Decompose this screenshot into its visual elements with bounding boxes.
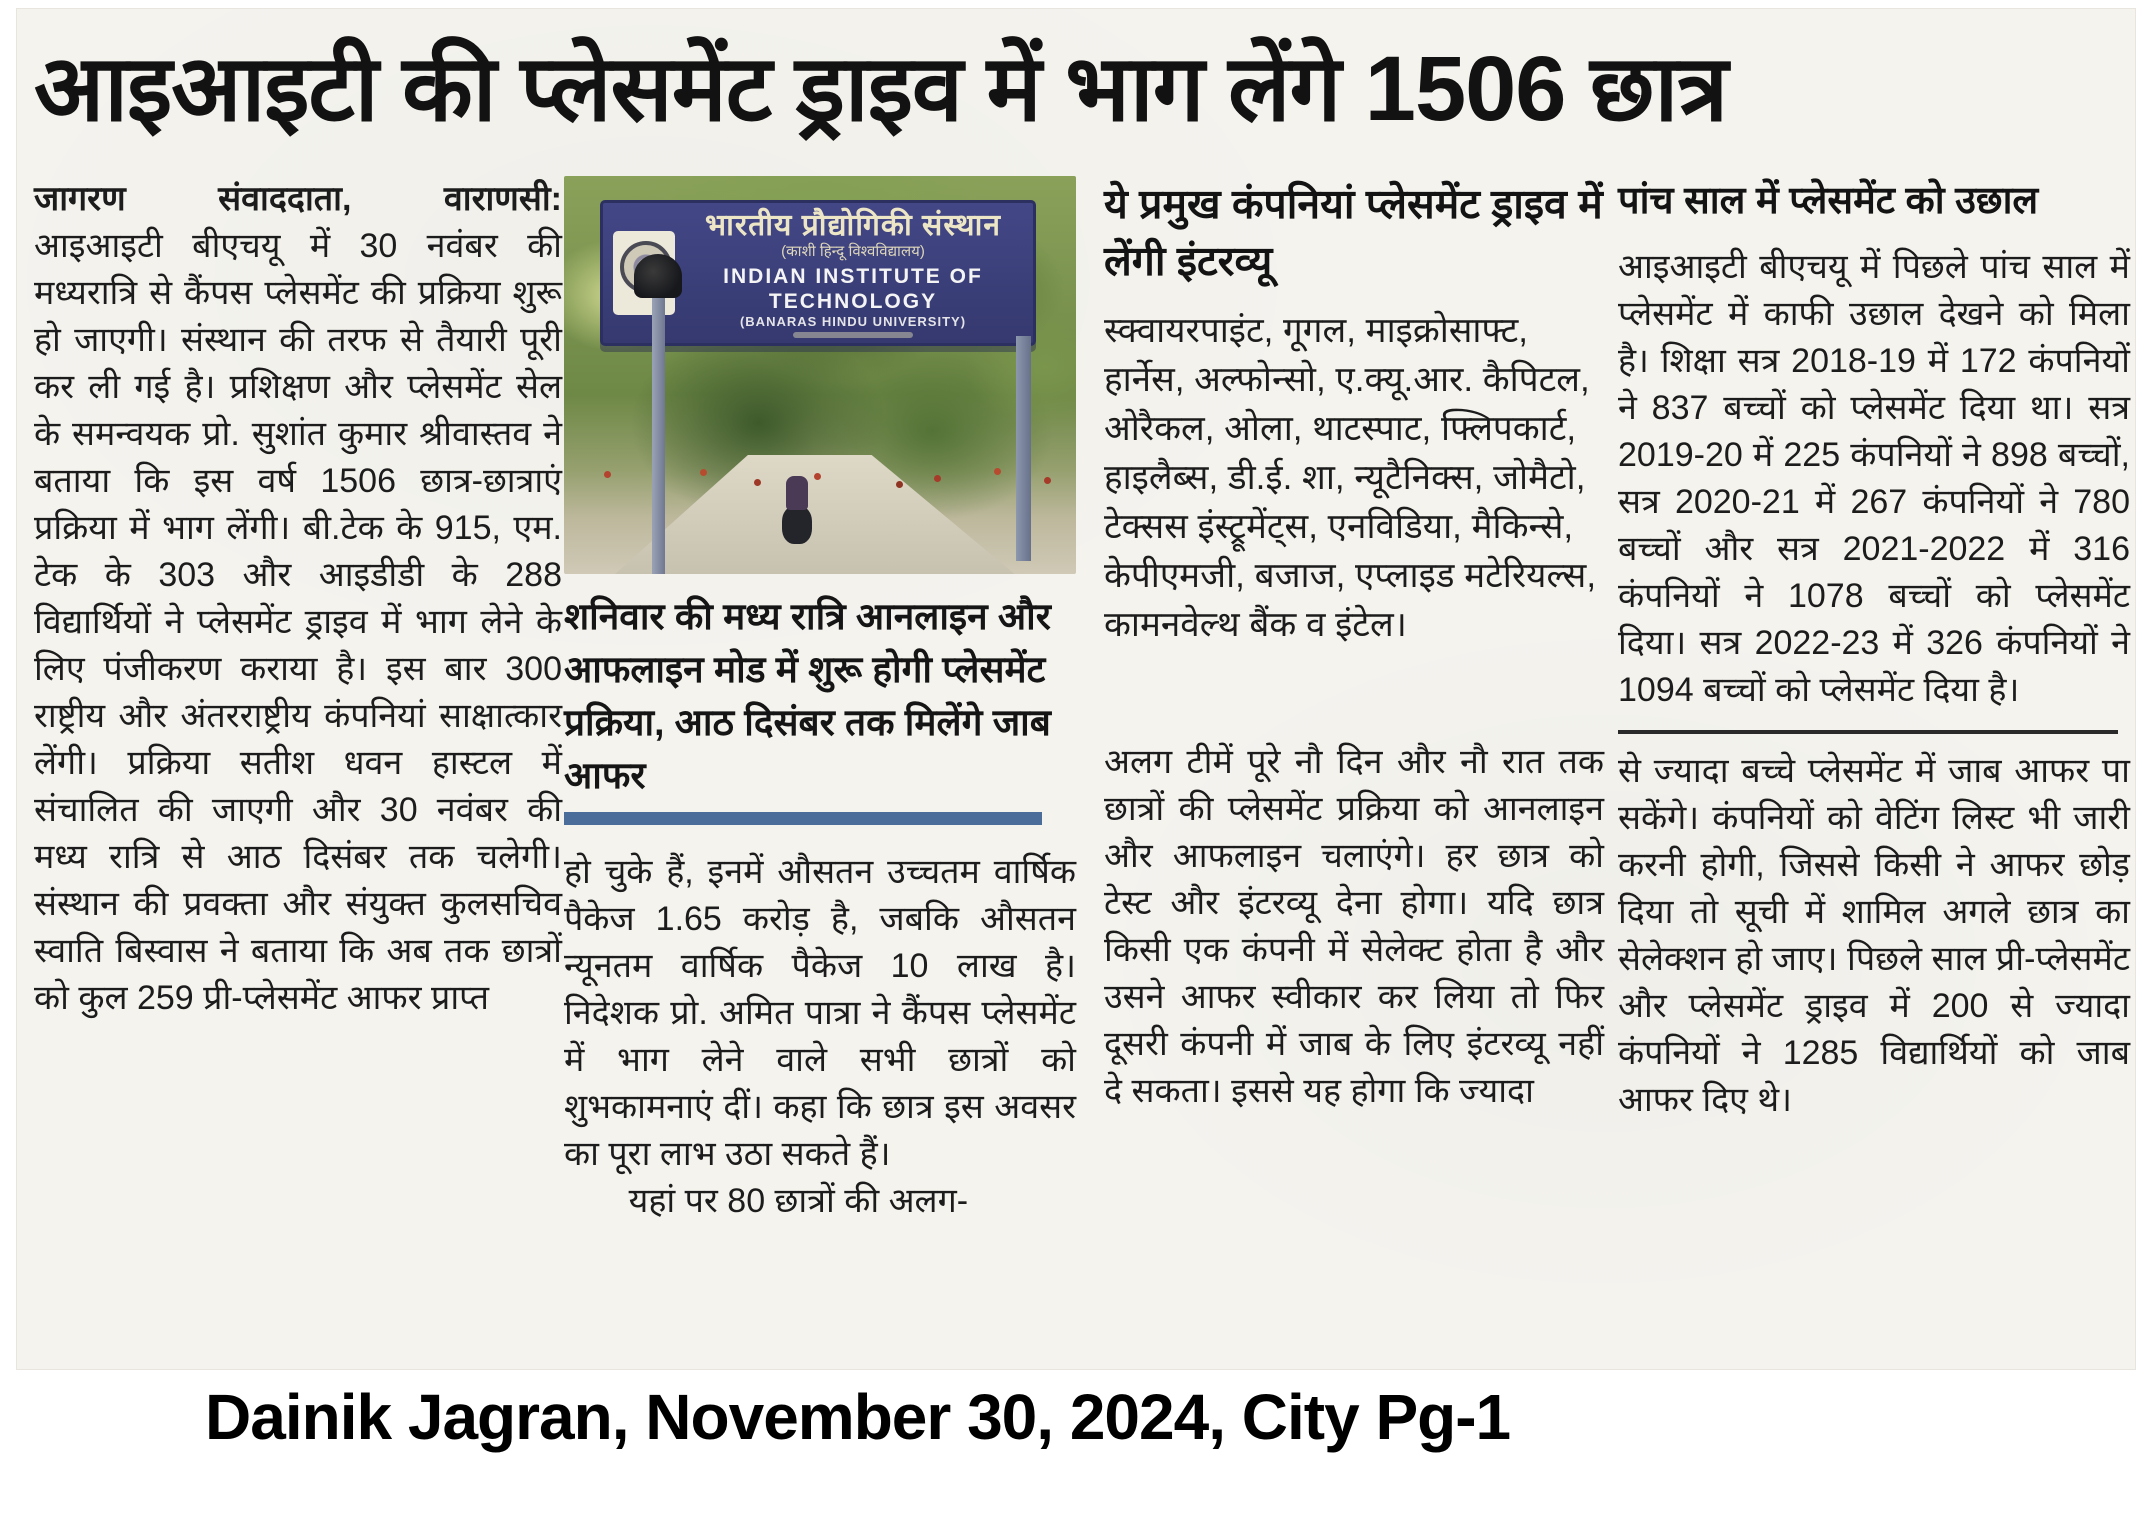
column-2: [564, 176, 1076, 1225]
companies-list: स्क्वायरपाइंट, गूगल, माइक्रोसाफ्ट, हार्नेस, अल्फोन्सो, ए.क्यू.आर. कैपिटल, ओरैकल, ओला, थाटस्पाट, फ्लिपकार्ट, हाइलैब्स, डी.ई. शा, न्यूटैनिक्स, जोमैटो, टेक्सस इंस्ट्रूमेंट्स, एनविडिया, मैकिन्से, केपीएमजी, बजाज, एप्लाइड मटेरियल्स, कामनवेल्थ बैंक व इंटेल।: [1104, 311, 1597, 644]
campus-road: [564, 455, 1076, 574]
publication-note: Dainik Jagran, November 30, 2024, City Pg-1: [205, 1381, 1511, 1453]
col3-body: अलग टीमें पूरे नौ दिन और नौ रात तक छात्रों की प्लेसमेंट प्रक्रिया को आनलाइन और आफलाइन चलाएंगे। हर छात्र को टेस्ट और इंटरव्यू देना होगा। यदि छात्र किसी एक कंपनी में सेलेक्ट होता है और उसने आफर स्वीकार कर लिया तो फिर दूसरी कंपनी में जाब के लिए इंटरव्यू नहीं दे सकता। इससे यह होगा कि ज्यादा: [1104, 743, 1604, 1110]
column-4: [1618, 176, 2130, 1124]
dateline: जागरण संवाददाता, वाराणसी:: [34, 180, 562, 218]
sign-address-smudge: [793, 332, 913, 338]
photo-caption: शनिवार की मध्य रात्रि आनलाइन और आफलाइन मोड में शुरू होगी प्लेसमेंट प्रक्रिया, आठ दिसंबर तक मिलेंगे जाब आफर: [564, 596, 1051, 796]
column-3: [1104, 176, 1604, 1115]
lamp-post: [652, 296, 665, 574]
red-bushes: [604, 471, 611, 478]
caption-rule: [564, 812, 1042, 825]
col2-body-2: यहां पर 80 छात्रों की अलग-: [628, 1182, 969, 1220]
headline: आइआइटी की प्लेसमेंट ड्राइव में भाग लेंगे 1506 छात्र: [34, 38, 1728, 140]
sign-line-english-sub: (BANARAS HINDU UNIVERSITY): [739, 313, 967, 329]
col4-para1: आइआइटी बीएचयू में पिछले पांच साल में प्लेसमेंट में काफी उछाल देखने को मिला है। शिक्षा सत्र 2018-19 में 172 कंपनियों ने 837 बच्चों को प्लेसमेंट दिया था। सत्र 2019-20 में 225 कंपनियों ने 898 बच्चों, सत्र 2020-21 में 267 कंपनियों ने 780 बच्चों और सत्र 2021-2022 में 316 कंपनियों ने 1078 बच्चों को प्लेसमेंट दिया। सत्र 2022-23 में 326 कंपनियों ने 1094 बच्चों को प्लेसमेंट दिया है।: [1618, 248, 2130, 709]
campus-gate-photo: [564, 176, 1076, 574]
motorcycle: [782, 506, 812, 544]
col4-heading: पांच साल में प्लेसमेंट को उछाल: [1618, 180, 2039, 222]
sign-pole-right: [1016, 336, 1031, 561]
col4-para2: से ज्यादा बच्चे प्लेसमेंट में जाब आफर पा सकेंगे। कंपनियों को वेटिंग लिस्ट भी जारी करनी होगी, जिससे किसी ने आफर छोड़ दिया तो सूची में शामिल अगले छात्र का सेलेक्शन हो जाए। पिछले साल प्री-प्लेसमेंट और प्लेसमेंट ड्राइव में 200 से ज्यादा कंपनियों ने 1285 विद्यार्थियों को जाब आफर दिए थे।: [1618, 752, 2130, 1119]
col2-body: [564, 849, 1076, 1178]
sign-line-hindi-sub: (काशी हिन्दू विश्वविद्यालय): [781, 242, 925, 260]
companies-heading: ये प्रमुख कंपनियां प्लेसमेंट ड्राइव में लेंगी इंटरव्यू: [1104, 181, 1603, 284]
sign-line-hindi: भारतीय प्रौद्योगिकी संस्थान: [705, 208, 1001, 242]
col1-body: आइआइटी बीएचयू में 30 नवंबर की मध्यरात्रि से कैंपस प्लेसमेंट की प्रक्रिया शुरू हो जाएगी। संस्थान की तरफ से तैयारी पूरी कर ली गई है। प्रशिक्षण और प्लेसमेंट सेल के समन्वयक प्रो. सुशांत कुमार श्रीवास्तव ने बताया कि इस वर्ष 1506 छात्र-छात्राएं प्रक्रिया में भाग लेंगी। बी.टेक के 915, एम. टेक के 303 और आइडीडी के 288 विद्यार्थियों ने प्लेसमेंट ड्राइव में भाग लेने के लिए पंजीकरण कराया है। इस बार 300 राष्ट्रीय और अंतरराष्ट्रीय कंपनियां साक्षात्कार लेंगी। प्रक्रिया सतीश धवन हास्टल में संचालित की जाएगी और 30 नवंबर की मध्य रात्रि से आठ दिसंबर तक चलेगी। संस्थान की प्रवक्ता और संयुक्त कुलसचिव स्वाति बिस्वास ने बताया कि अब तक छात्रों को कुल 259 प्री-प्लेसमेंट आफर प्राप्त: [34, 227, 562, 1017]
column-1: [34, 176, 562, 1022]
sign-line-english: INDIAN INSTITUTE OF TECHNOLOGY: [723, 264, 983, 313]
sign-text: [681, 209, 1033, 338]
street-lamp-icon: [634, 254, 682, 298]
divider-rule: [1618, 730, 2118, 734]
motorcyclist: [786, 476, 808, 510]
col2-body-text: हो चुके हैं, इनमें औसतन उच्चतम वार्षिक पैकेज 1.65 करोड़ है, जबकि औसतन न्यूनतम वार्षिक पैकेज 10 लाख है। निदेशक प्रो. अमित पात्रा ने कैंपस प्लेसमेंट में भाग लेने वाले सभी छात्रों को शुभकामनाएं दीं। कहा कि छात्र इस अवसर का पूरा लाभ उठा सकते हैं।: [564, 853, 1076, 1173]
newspaper-clipping: [16, 8, 2136, 1370]
